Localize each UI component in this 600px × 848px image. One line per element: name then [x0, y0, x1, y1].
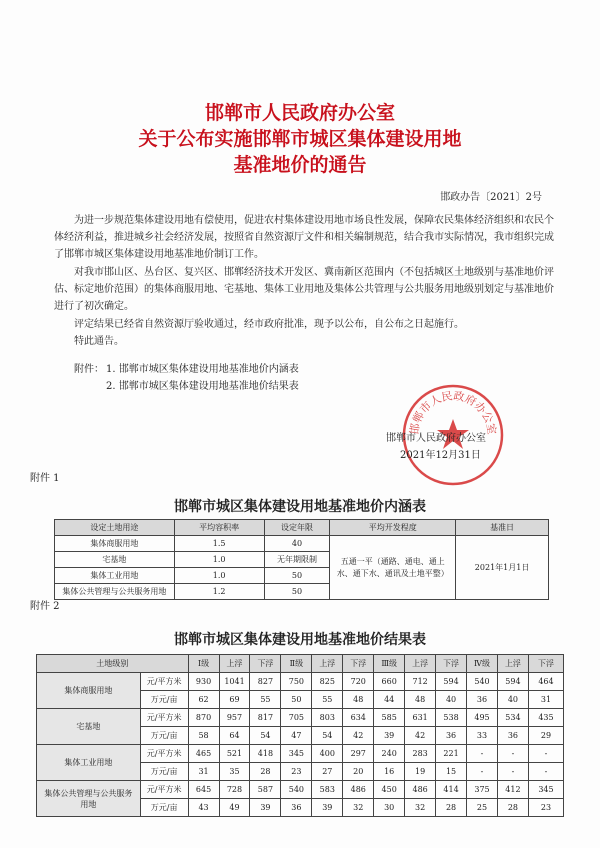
annex2-level-header: 上浮 [497, 655, 528, 673]
annex2-price-cell: 28 [436, 799, 467, 817]
annex1-far: 1.5 [174, 536, 264, 552]
annex2-price-cell: 27 [312, 763, 343, 781]
annex2-price-cell: 540 [281, 781, 312, 799]
annex2-unit: 万元/亩 [140, 691, 188, 709]
annex2-price-cell: 48 [343, 691, 374, 709]
attachment-2: 2. 邯郸市城区集体建设用地基准地价结果表 [106, 381, 299, 392]
annex2-level-header: 下浮 [343, 655, 374, 673]
signer: 邯郸市人民政府办公室 [386, 433, 486, 444]
annex2-price-cell: 465 [188, 745, 219, 763]
annex2-price-cell: 495 [467, 709, 498, 727]
annex2-price-cell: 345 [281, 745, 312, 763]
annex2-price-cell: - [497, 745, 528, 763]
annex2-level-header: Ⅱ级 [281, 655, 312, 673]
annex2-price-cell: 435 [528, 709, 563, 727]
annex1-label: 附件 1 [30, 473, 60, 484]
annex2-unit: 元/平方米 [140, 745, 188, 763]
annex2-price-cell: 36 [281, 799, 312, 817]
document-number: 邯政办告〔2021〕2号 [440, 192, 542, 203]
annex2-price-cell: 375 [467, 781, 498, 799]
annex2-price-cell: 634 [343, 709, 374, 727]
annex2-level-header: Ⅳ级 [467, 655, 498, 673]
annex2-price-cell: 827 [250, 673, 281, 691]
annex2-price-cell: 645 [188, 781, 219, 799]
annex2-price-cell: 23 [528, 799, 563, 817]
annex2-unit: 万元/亩 [140, 799, 188, 817]
annex2-price-cell: 540 [467, 673, 498, 691]
svg-text:邯郸市人民政府办公室: 邯郸市人民政府办公室 [407, 389, 499, 436]
annex2-price-cell: 660 [374, 673, 405, 691]
annex2-price-cell: 720 [343, 673, 374, 691]
header-title-line3: 基准地价的通告 [233, 154, 367, 176]
annex2-price-cell: 62 [188, 691, 219, 709]
annex1-header: 基准日 [456, 520, 549, 536]
annex2-price-cell: 44 [374, 691, 405, 709]
annex2-price-cell: - [528, 745, 563, 763]
annex1-years: 40 [264, 536, 330, 552]
annex2-price-cell: 35 [219, 763, 250, 781]
annex2-price-cell: 486 [405, 781, 436, 799]
paragraph-4: 特此通告。 [74, 336, 124, 347]
annex2-price-cell: 29 [528, 727, 563, 745]
annex2-price-cell: 521 [219, 745, 250, 763]
annex2-price-cell: 15 [436, 763, 467, 781]
table-row [37, 781, 564, 799]
annex2-price-cell: 64 [219, 727, 250, 745]
annex2-price-cell: 47 [281, 727, 312, 745]
annex2-price-cell: 33 [467, 727, 498, 745]
annex2-price-cell: 414 [436, 781, 467, 799]
annex2-price-cell: 712 [405, 673, 436, 691]
annex1-table [54, 519, 549, 600]
annex1-far: 1.0 [174, 568, 264, 584]
annex2-price-cell: 587 [250, 781, 281, 799]
annex2-price-cell: 585 [374, 709, 405, 727]
annex2-price-cell: 42 [405, 727, 436, 745]
paragraph-2: 对我市邯山区、丛台区、复兴区、邯郸经济技术开发区、冀南新区范围内（不包括城区土地级别与基准地价评估、标定地价范围）的集体商服用地、宅基地、集体工业用地及集体公共管理与公共服务用地级别划定与基准地价进行了初次确定。 [54, 267, 554, 312]
annex2-price-cell: 1041 [219, 673, 250, 691]
annex2-level-header: Ⅰ级 [188, 655, 219, 673]
annex2-table [36, 654, 564, 817]
annex2-price-cell: 418 [250, 745, 281, 763]
annex2-price-cell: 705 [281, 709, 312, 727]
annex2-price-cell: 28 [250, 763, 281, 781]
annex2-price-cell: 20 [343, 763, 374, 781]
annex2-level-header: 下浮 [436, 655, 467, 673]
table-row [55, 536, 549, 552]
annex2-price-cell: 750 [281, 673, 312, 691]
annex2-price-cell: 39 [374, 727, 405, 745]
annex2-price-cell: 221 [436, 745, 467, 763]
annex2-price-cell: 464 [528, 673, 563, 691]
annex2-price-cell: - [467, 763, 498, 781]
header-title-line2: 关于公布实施邯郸市城区集体建设用地 [138, 128, 462, 150]
annex2-unit: 元/平方米 [140, 781, 188, 799]
annex2-price-cell: 583 [312, 781, 343, 799]
annex2-price-cell: 957 [219, 709, 250, 727]
annex2-price-cell: 870 [188, 709, 219, 727]
table-row [37, 673, 564, 691]
annex2-price-cell: 58 [188, 727, 219, 745]
annex2-price-cell: 400 [312, 745, 343, 763]
annex2-price-cell: 345 [528, 781, 563, 799]
annex2-price-cell: 40 [497, 691, 528, 709]
annex1-far: 1.0 [174, 552, 264, 568]
annex2-price-cell: 28 [497, 799, 528, 817]
annex2-price-cell: 43 [188, 799, 219, 817]
annex2-price-cell: 54 [250, 727, 281, 745]
header-title-line1: 邯郸市人民政府办公室 [204, 102, 395, 124]
annex2-price-cell: - [467, 745, 498, 763]
annex1-development: 五通一平（通路、通电、通上水、通下水、通讯及土地平整） [330, 536, 456, 600]
annex2-price-cell: 16 [374, 763, 405, 781]
annex2-price-cell: 39 [250, 799, 281, 817]
annex1-years: 50 [264, 568, 330, 584]
annex1-use: 宅基地 [55, 552, 175, 568]
annex2-price-cell: 55 [250, 691, 281, 709]
annex2-price-cell: 39 [312, 799, 343, 817]
annex2-price-cell: 69 [219, 691, 250, 709]
annex2-price-cell: 450 [374, 781, 405, 799]
annex2-price-cell: 54 [312, 727, 343, 745]
annex2-land-use: 集体工业用地 [37, 745, 141, 781]
annex1-far: 1.2 [174, 584, 264, 600]
annex2-price-cell: 31 [528, 691, 563, 709]
annex2-price-cell: 240 [374, 745, 405, 763]
paragraph-1: 为进一步规范集体建设用地有偿使用，促进农村集体建设用地市场良性发展，保障农民集体经济组织和农民个体经济利益，推进城乡社会经济发展，按照省自然资源厅文件和相关编制规范，结合我市实际情况，我市组织完成了邯郸市城区集体建设用地基准地价制订工作。 [54, 215, 554, 260]
annex2-price-cell: 412 [497, 781, 528, 799]
annex2-level-header: 下浮 [250, 655, 281, 673]
annex2-land-use: 集体商服用地 [37, 673, 141, 709]
issue-date: 2021年12月31日 [400, 450, 481, 461]
annex2-price-cell: 825 [312, 673, 343, 691]
annex2-title: 邯郸市城区集体建设用地基准地价结果表 [174, 632, 426, 648]
annex1-header: 设定土地用途 [55, 520, 175, 536]
annex1-years: 50 [264, 584, 330, 600]
annex2-price-cell: 30 [374, 799, 405, 817]
annex2-unit: 元/平方米 [140, 673, 188, 691]
annex2-price-cell: 631 [405, 709, 436, 727]
annex2-level-header: 下浮 [528, 655, 563, 673]
annex2-price-cell: 32 [343, 799, 374, 817]
annex2-price-cell: 486 [343, 781, 374, 799]
annex1-header: 设定年限 [264, 520, 330, 536]
annex2-price-cell: 534 [497, 709, 528, 727]
annex2-level-header: Ⅲ级 [374, 655, 405, 673]
annex1-use: 集体公共管理与公共服务用地 [55, 584, 175, 600]
annex2-level-header: 上浮 [219, 655, 250, 673]
annex2-unit: 万元/亩 [140, 727, 188, 745]
annex2-price-cell: 297 [343, 745, 374, 763]
annex2-price-cell: 538 [436, 709, 467, 727]
annex2-price-cell: 728 [219, 781, 250, 799]
annex2-land-use: 宅基地 [37, 709, 141, 745]
annex2-price-cell: 283 [405, 745, 436, 763]
annex2-price-cell: 42 [343, 727, 374, 745]
annex2-price-cell: 594 [497, 673, 528, 691]
annex2-label: 附件 2 [30, 601, 60, 612]
annex1-title: 邯郸市城区集体建设用地基准地价内涵表 [174, 499, 426, 515]
table-row [37, 709, 564, 727]
annex2-price-cell: 55 [312, 691, 343, 709]
annex2-level-header: 上浮 [312, 655, 343, 673]
annex2-price-cell: 49 [219, 799, 250, 817]
annex2-price-cell: 31 [188, 763, 219, 781]
annex1-use: 集体商服用地 [55, 536, 175, 552]
annex1-header: 平均容积率 [174, 520, 264, 536]
annex2-unit: 元/平方米 [140, 709, 188, 727]
annex2-price-cell: 36 [436, 727, 467, 745]
paragraph-3: 评定结果已经省自然资源厅验收通过，经市政府批准，现予以公布，自公布之日起施行。 [74, 319, 464, 330]
annex2-price-cell: 930 [188, 673, 219, 691]
annex2-price-cell: - [528, 763, 563, 781]
attachment-1: 1. 邯郸市城区集体建设用地基准地价内涵表 [106, 364, 299, 375]
annex2-corner: 土地级别 [37, 655, 189, 673]
annex2-price-cell: 50 [281, 691, 312, 709]
annex2-price-cell: 40 [436, 691, 467, 709]
annex2-price-cell: 23 [281, 763, 312, 781]
annex2-price-cell: 32 [405, 799, 436, 817]
table-row [37, 745, 564, 763]
annex2-land-use: 集体公共管理与公共服务用地 [37, 781, 141, 817]
annex1-years: 无年期限制 [264, 552, 330, 568]
annex2-price-cell: 817 [250, 709, 281, 727]
annex2-price-cell: 19 [405, 763, 436, 781]
attachments-label: 附件： [74, 364, 104, 375]
annex2-level-header: 上浮 [405, 655, 436, 673]
annex2-price-cell: 25 [467, 799, 498, 817]
annex2-price-cell: 594 [436, 673, 467, 691]
annex2-price-cell: 48 [405, 691, 436, 709]
annex2-price-cell: 803 [312, 709, 343, 727]
annex2-price-cell: - [497, 763, 528, 781]
annex1-base-date: 2021年1月1日 [456, 536, 549, 600]
annex2-price-cell: 36 [497, 727, 528, 745]
annex2-price-cell: 36 [467, 691, 498, 709]
annex2-unit: 万元/亩 [140, 763, 188, 781]
annex1-header: 平均开发程度 [330, 520, 456, 536]
annex1-use: 集体工业用地 [55, 568, 175, 584]
